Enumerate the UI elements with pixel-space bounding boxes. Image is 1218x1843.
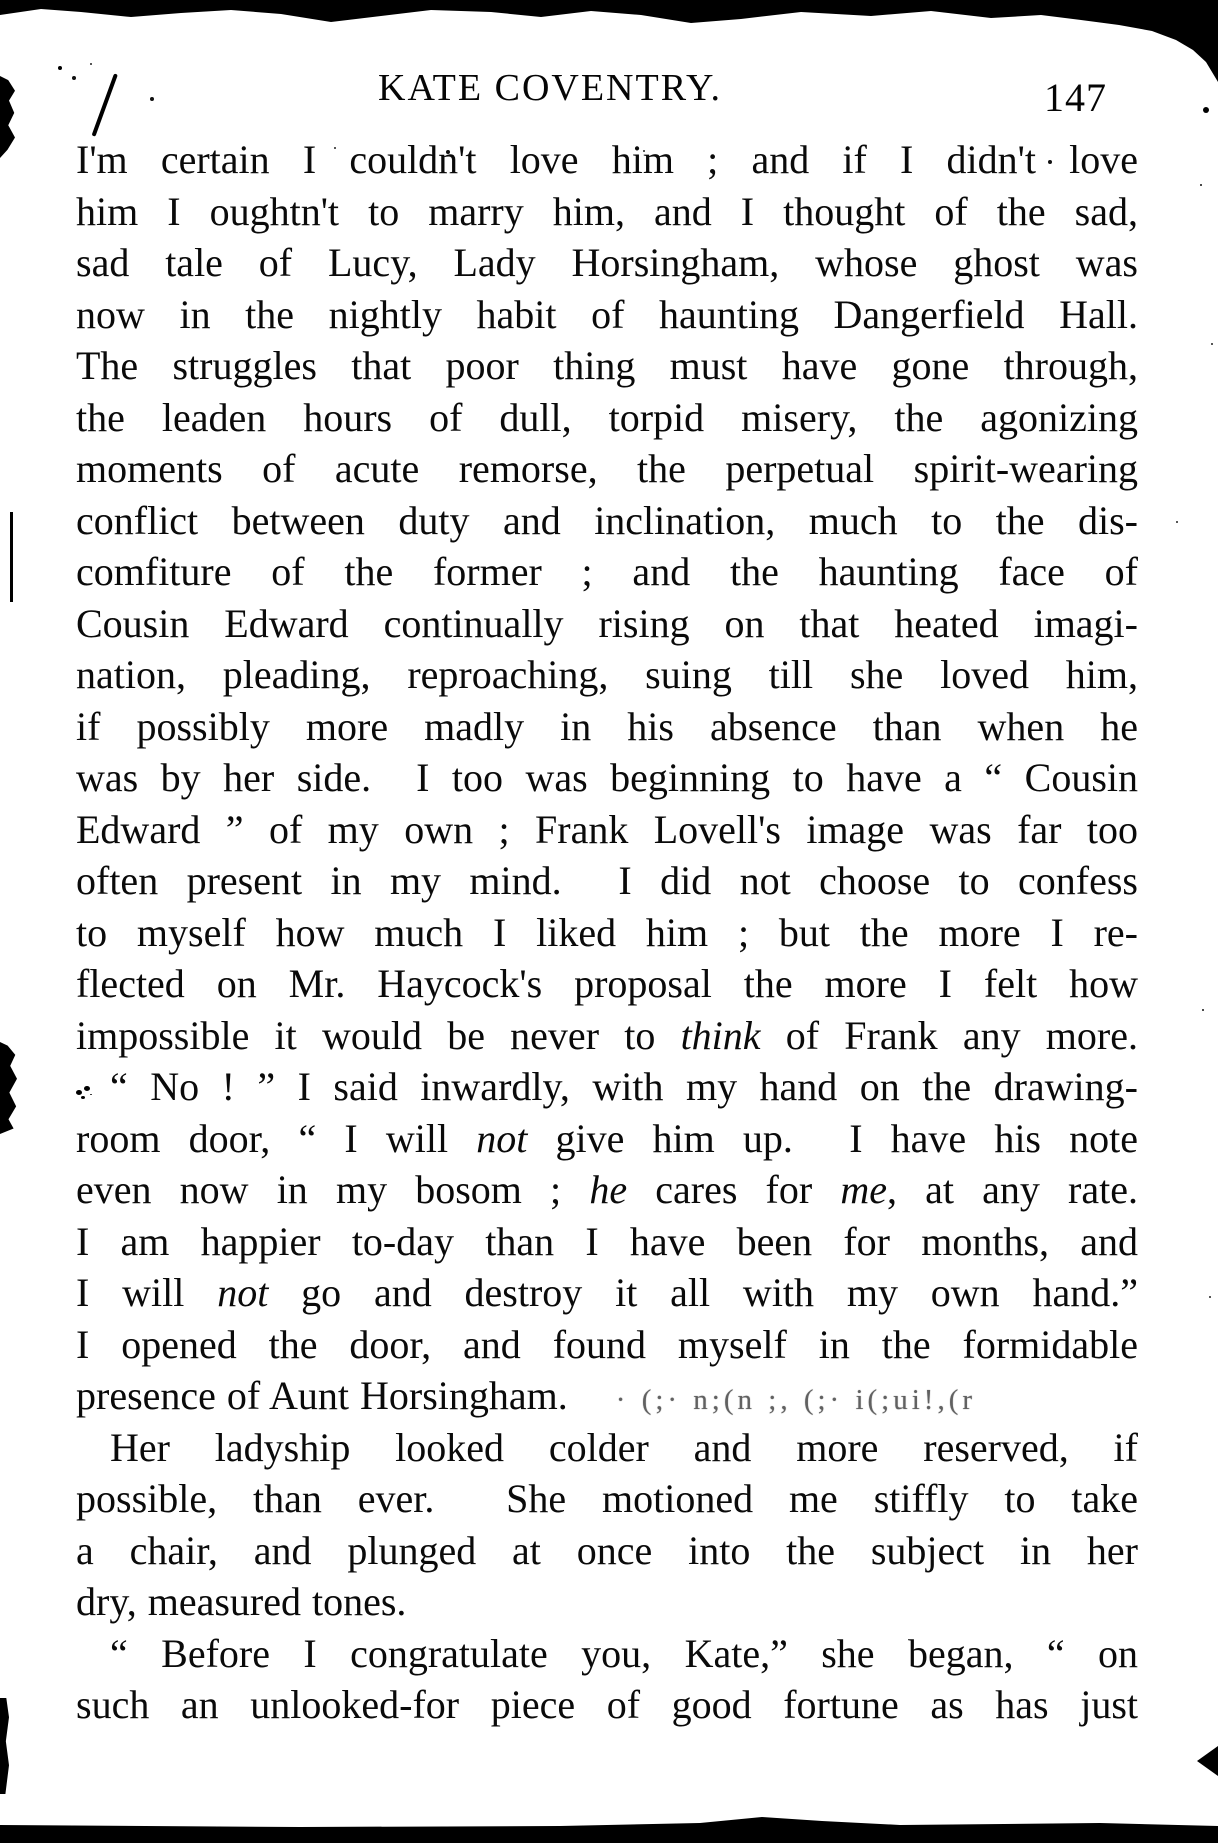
text-line: the leaden hours of dull, torpid misery, the agonizing — [76, 394, 1138, 440]
text-line: him I oughtn't to marry him, and I thought of the sad, — [76, 188, 1138, 234]
text-line: comfiture of the former ; and the haunting face of — [76, 549, 1138, 594]
text-line: Edward ” of my own ; Frank Lovell's image was far too — [76, 806, 1138, 852]
text-line: often present in my mind. I did not choose to confess — [76, 858, 1138, 903]
text-line: moments of acute remorse, the perpetual spirit-wearing — [76, 446, 1138, 491]
scan-artifact-pen-stroke — [92, 73, 118, 136]
scan-artifact-bottom-edge — [0, 1813, 1218, 1843]
text-line: I will not go and destroy it all with my own hand.” — [76, 1270, 1138, 1315]
text-line: “ Before I congratulate you, Kate,” she began, “ on — [110, 1630, 1138, 1676]
text-line: was by her side. I too was beginning to have a “ Cousin — [76, 755, 1138, 800]
text-line: Her ladyship looked colder and more reserved, if — [110, 1424, 1138, 1470]
scan-artifact-left-blob-top — [0, 76, 15, 158]
page-body — [76, 134, 1138, 1731]
text-line: possible, than ever. She motioned me stiffly to take — [76, 1476, 1138, 1521]
scan-artifact-left-vertical-line — [10, 512, 13, 602]
text-line: conflict between duty and inclination, much to the dis- — [76, 497, 1138, 543]
text-line: “ No ! ” I said inwardly, with my hand on the drawing- — [110, 1064, 1138, 1109]
scan-artifact-speckles — [58, 66, 62, 70]
text-line: now in the nightly habit of haunting Dangerfield Hall. — [76, 291, 1138, 337]
text-line: if possibly more madly in his absence than when he — [76, 703, 1138, 749]
text-line: impossible it would be never to think of Frank any more. — [76, 1012, 1138, 1058]
text-line: dry, measured tones. — [76, 1579, 407, 1624]
scan-artifact-right-wedge — [1197, 1746, 1218, 1776]
text-line: Cousin Edward continually rising on that heated imagi- — [76, 600, 1138, 646]
page-number: 147 — [1044, 75, 1107, 120]
running-title: KATE COVENTRY. — [378, 67, 722, 109]
text-line: I opened the door, and found myself in the formidable — [76, 1321, 1138, 1367]
text-line: I'm certain I couldn't love him ; and if I didn't love — [76, 137, 1138, 182]
text-line: such an unlooked-for piece of good fortune as has just — [76, 1682, 1138, 1727]
text-line: a chair, and plunged at once into the subject in her — [76, 1527, 1138, 1573]
text-line: presence of Aunt Horsingham. · (;· n;(n ;, (;· i(;ui!,(r — [76, 1373, 977, 1418]
scan-artifact-left-strip-bottom — [0, 1698, 9, 1794]
text-line: sad tale of Lucy, Lady Horsingham, whose ghost was — [76, 240, 1138, 285]
text-line: flected on Mr. Haycock's proposal the more I felt how — [76, 961, 1138, 1006]
scan-artifact-left-ink-blob — [0, 1042, 17, 1134]
text-line: even now in my bosom ; he cares for me, at any rate. — [76, 1167, 1139, 1212]
text-line: nation, pleading, reproaching, suing till she loved him, — [76, 652, 1138, 697]
text-line: The struggles that poor thing must have gone through, — [76, 343, 1138, 388]
text-line: room door, “ I will not give him up. I have his note — [76, 1115, 1139, 1161]
text-line: I am happier to-day than I have been for months, and — [76, 1218, 1138, 1264]
text-line: to myself how much I liked him ; but the more I re- — [76, 909, 1138, 955]
show-through-ghost-text: · (;· n;(n ;, (;· i(;ui!,(r — [615, 1384, 977, 1416]
